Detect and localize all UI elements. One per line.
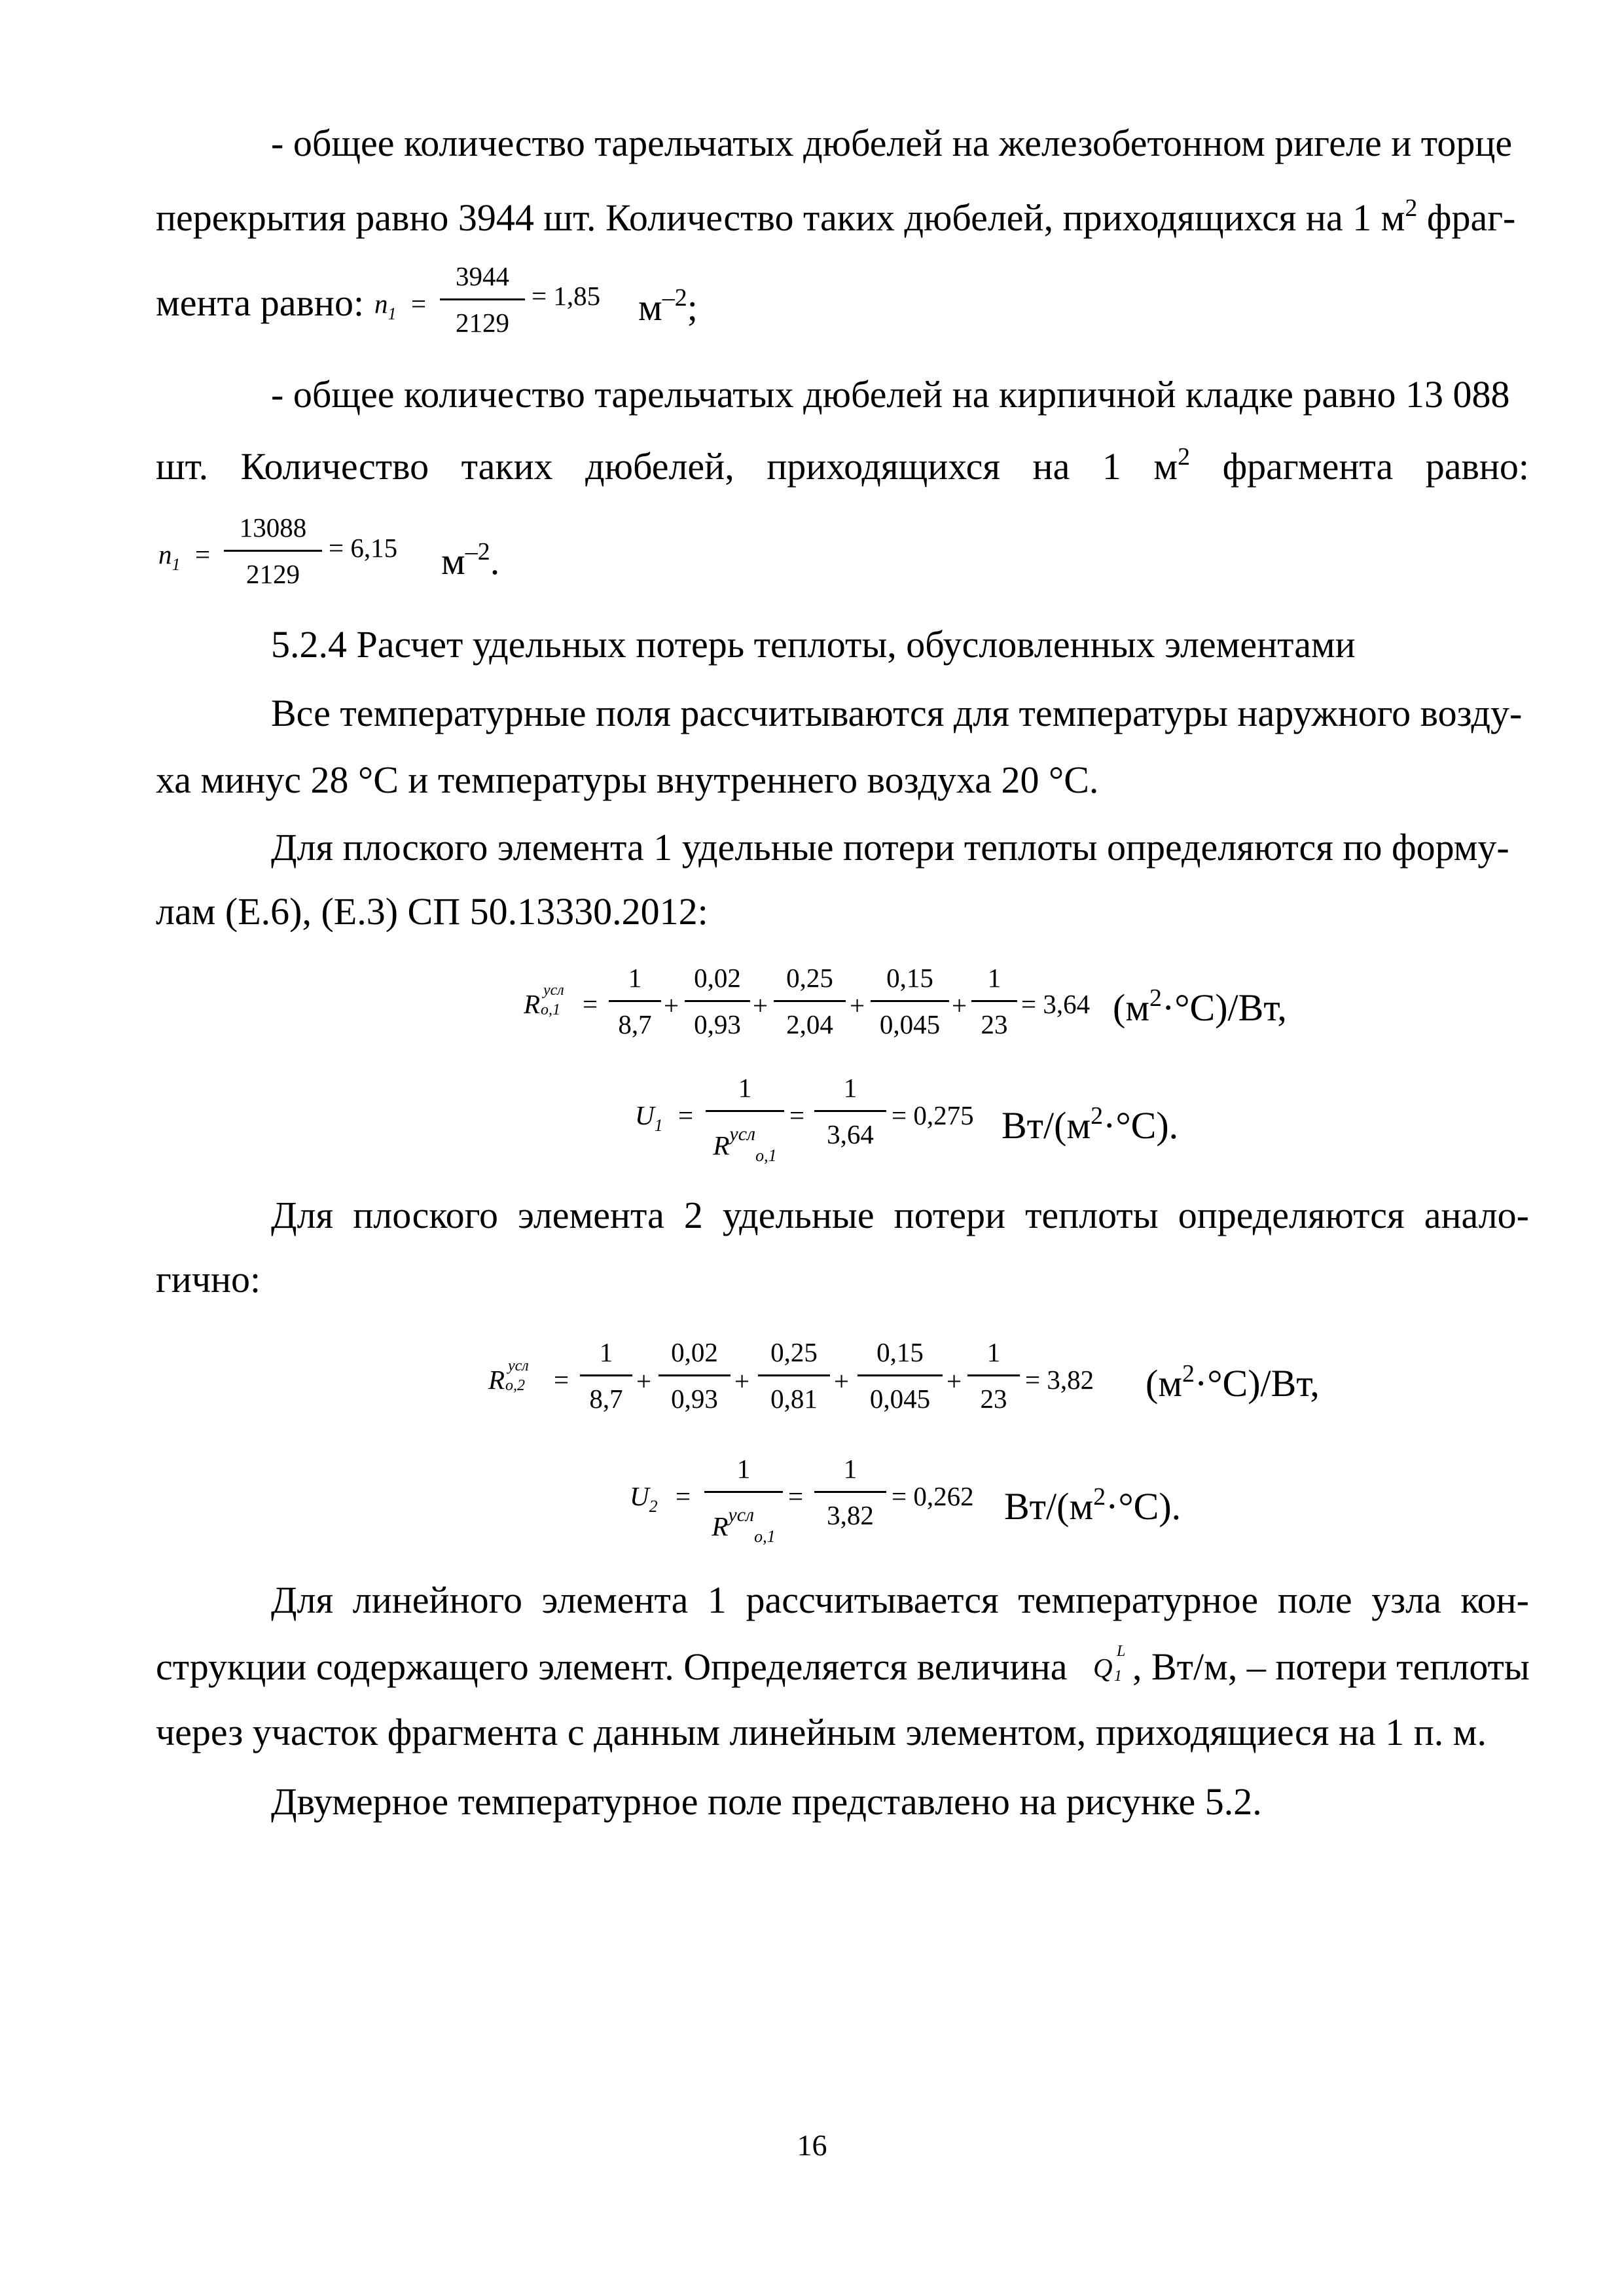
paragraph-line: Для плоского элемента 2 удельные потери теплоты определяются анало- (271, 1194, 1529, 1236)
paragraph-line: Двумерное температурное поле представлено на рисунке 5.2. (271, 1780, 1262, 1823)
fraction: $\frac{0,15}{0,045}$ (871, 962, 949, 1040)
plus-sign: + (664, 990, 679, 1020)
equation-result: = 0,275 (892, 1100, 974, 1130)
superscript: L (1117, 1643, 1126, 1660)
equation-unit: $(м^2\cdot^\circ С)/Вт$, (1146, 1360, 1320, 1405)
fraction: $\frac{1}{8,7}$ (580, 1336, 632, 1414)
fraction: 1 $R^{усл}_{о,1}$ (706, 1072, 784, 1172)
paragraph-line: перекрытия равно 3944 шт. Количество таких дюбелей, приходящихся на 1 $м^2$ фраг- (156, 194, 1516, 239)
fraction: $\frac{1}{8,7}$ (609, 962, 661, 1040)
equation-unit: $м^{-2}$. (441, 538, 500, 583)
subscript: о,1 (541, 1001, 560, 1018)
equation-unit: $(м^2\cdot^\circ С)/Вт$, (1113, 984, 1287, 1029)
equals-sign: = (583, 989, 598, 1019)
plus-sign: + (952, 990, 967, 1020)
superscript: усл (508, 1357, 529, 1374)
paragraph-line: гично: (156, 1258, 261, 1300)
fraction: $\frac{0,02}{0,93}$ (685, 962, 750, 1040)
equals-sign: = (789, 1100, 805, 1130)
page-number: 16 (797, 2128, 827, 2162)
fraction: $\frac{1}{23}$ (967, 1336, 1020, 1414)
equation-result: = 3,82 (1025, 1365, 1094, 1395)
paragraph-line: , Вт/м, – потери теплоты (1132, 1645, 1530, 1688)
paragraph-line: Все температурные поля рассчитываются для температуры наружного возду- (271, 692, 1523, 734)
equation-result: = 1,85 (532, 281, 601, 311)
fraction: $\frac{1}{3,64}$ (814, 1072, 886, 1150)
inline-symbol: Q (1093, 1653, 1113, 1683)
paragraph-line: через участок фрагмента с данным линейным элементом, приходящиеся на 1 п. м. (156, 1711, 1487, 1753)
equals-sign: = (411, 289, 427, 319)
equation-lhs: $n_1$ (158, 539, 181, 574)
subscript: 1 (1114, 1668, 1122, 1685)
fraction: $\frac{1}{3,82}$ (814, 1453, 886, 1531)
fraction: 1 $R^{усл}_{о,1}$ (704, 1453, 783, 1552)
paragraph-line: струкции содержащего элемент. Определяется величина (156, 1645, 1068, 1688)
paragraph-line: шт. Количество таких дюбелей, приходящихся на 1 $м^2$ фрагмента равно: (156, 443, 1529, 488)
plus-sign: + (947, 1366, 962, 1396)
plus-sign: + (636, 1366, 652, 1396)
paragraph-line: ха минус 28 °С и температуры внутреннего воздуха 20 °С. (156, 759, 1099, 801)
equals-sign: = (195, 539, 211, 569)
subscript: о,2 (505, 1377, 525, 1394)
equation-unit: $Вт/(м^2\cdot^\circ С)$. (1001, 1102, 1179, 1147)
equation-result: = 6,15 (329, 533, 398, 563)
fraction: $\frac{0,15}{0,045}$ (857, 1336, 943, 1414)
plus-sign: + (734, 1366, 750, 1396)
plus-sign: + (834, 1366, 850, 1396)
fraction: $\frac{13088}{2129}$ (224, 512, 322, 590)
equals-sign: = (676, 1481, 691, 1511)
paragraph-line: мента равно: (156, 281, 365, 324)
equation-unit: $м^{-2}$; (638, 284, 698, 329)
paragraph-line: Для плоского элемента 1 удельные потери теплоты определяются по форму- (271, 826, 1509, 869)
plus-sign: + (850, 990, 865, 1020)
equation-lhs: $n_1$ (374, 289, 397, 323)
equals-sign: = (788, 1481, 804, 1511)
paragraph-line: лам (Е.6), (Е.3) СП 50.13330.2012: (156, 890, 708, 933)
equation-lhs: $U_1$ (635, 1100, 663, 1135)
equals-sign: = (554, 1365, 569, 1395)
equation-lhs: R (488, 1365, 505, 1395)
fraction: $\frac{3944}{2129}$ (440, 260, 525, 338)
equation-lhs: $U_2$ (630, 1481, 658, 1516)
paragraph-line: - общее количество тарельчатых дюбелей на кирпичной кладке равно 13 088 (271, 373, 1510, 416)
equation-result: = 0,262 (892, 1481, 974, 1511)
fraction: $\frac{0,25}{2,04}$ (774, 962, 846, 1040)
superscript: усл (543, 982, 564, 999)
paragraph-line: Для линейного элемента 1 рассчитывается температурное поле узла кон- (271, 1579, 1529, 1621)
paragraph-line: - общее количество тарельчатых дюбелей на железобетонном ригеле и торце (271, 122, 1513, 164)
equals-sign: = (678, 1100, 694, 1130)
equation-unit: $Вт/(м^2\cdot^\circ С)$. (1004, 1483, 1182, 1528)
fraction: $\frac{0,25}{0,81}$ (758, 1336, 830, 1414)
section-heading: 5.2.4 Расчет удельных потерь теплоты, обусловленных элементами (271, 623, 1356, 666)
equation-lhs: R (524, 989, 541, 1019)
fraction: $\frac{0,02}{0,93}$ (659, 1336, 731, 1414)
equation-result: = 3,64 (1021, 989, 1091, 1019)
fraction: $\frac{1}{23}$ (971, 962, 1017, 1040)
plus-sign: + (753, 990, 768, 1020)
